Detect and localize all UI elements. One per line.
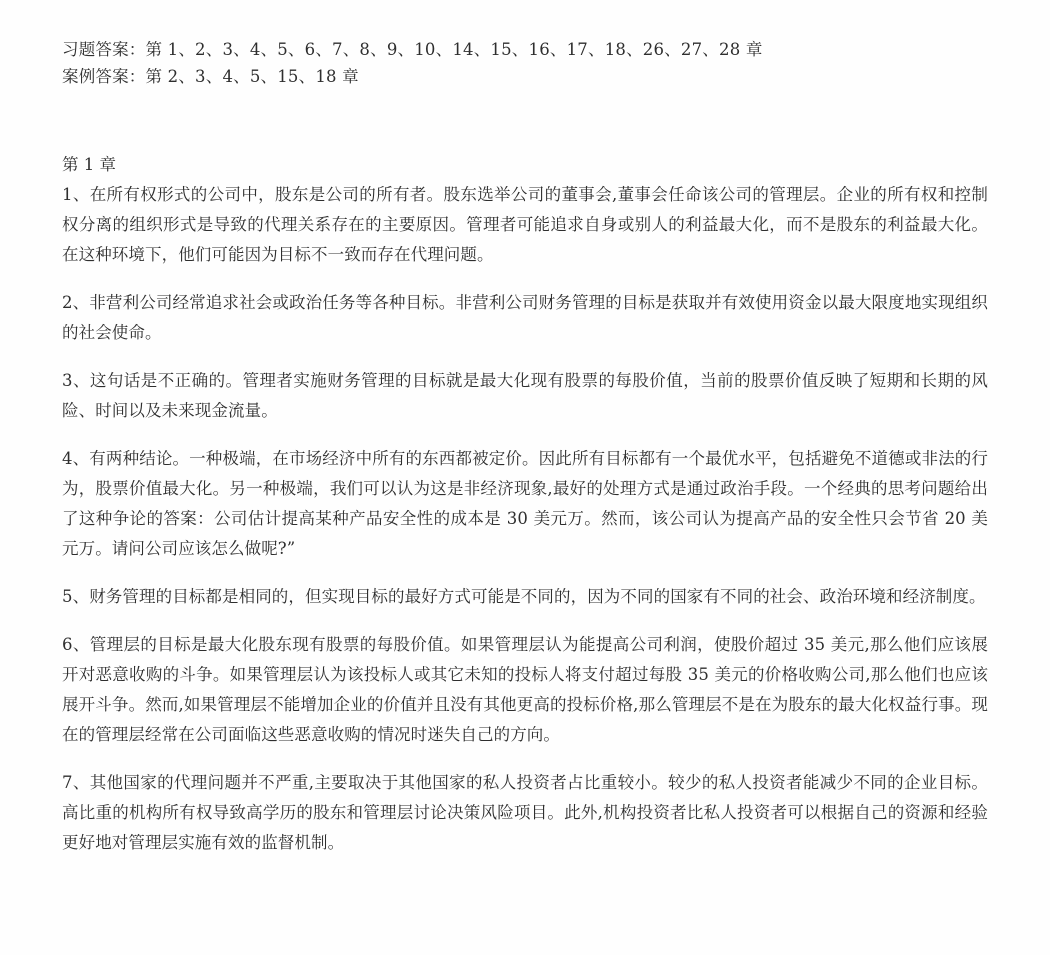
exercise-answers-line: 习题答案：第 1、2、3、4、5、6、7、8、9、10、14、15、16、17、18、26、27、28 章 — [62, 40, 763, 59]
paragraph-7: 7、其他国家的代理问题并不严重,主要取决于其他国家的私人投资者占比重较小。较少的私人投资者能减少不同的企业目标。高比重的机构所有权导致高学历的股东和管理层讨论决策风险项目。此外,机构投资者比私人投资者可以根据自己的资源和经验更好地对管理层实施有效的监督机制。 — [62, 773, 988, 852]
paragraph-6: 6、管理层的目标是最大化股东现有股票的每股价值。如果管理层认为能提高公司利润，使股价超过 35 美元,那么他们应该展开对恶意收购的斗争。如果管理层认为该投标人或其它未知的投标人将支付超过每股 35 美元的价格收购公司,那么他们也应该展开斗争。然而,如果管理层不能增加企业的价值并且没有其他更高的投标价格,那么管理层不是在为股东的最大化权益行事。现在的管理层经常在公司面临这些恶意收购的情况时迷失自己的方向。 — [62, 635, 988, 744]
paragraph-4: 4、有两种结论。一种极端，在市场经济中所有的东西都被定价。因此所有目标都有一个最优水平，包括避免不道德或非法的行为，股票价值最大化。另一种极端，我们可以认为这是非经济现象,最好的处理方式是通过政治手段。一个经典的思考问题给出了这种争论的答案：公司估计提高某种产品安全性的成本是 30 美元万。然而，该公司认为提高产品的安全性只会节省 20 美元万。请问公司应该怎么做呢?” — [62, 449, 988, 558]
answer-index-block — [62, 36, 988, 90]
paragraph-2: 2、非营利公司经常追求社会或政治任务等各种目标。非营利公司财务管理的目标是获取并有效使用资金以最大限度地实现组织的社会使命。 — [62, 293, 988, 342]
chapter-heading: 第 1 章 — [62, 155, 116, 174]
paragraph-3: 3、这句话是不正确的。管理者实施财务管理的目标就是最大化现有股票的每股价值，当前的股票价值反映了短期和长期的风险、时间以及未来现金流量。 — [62, 371, 988, 420]
paragraph-5: 5、财务管理的目标都是相同的，但实现目标的最好方式可能是不同的，因为不同的国家有不同的社会、政治环境和经济制度。 — [62, 587, 986, 606]
paragraph-1: 1、在所有权形式的公司中，股东是公司的所有者。股东选举公司的董事会,董事会任命该公司的管理层。企业的所有权和控制权分离的组织形式是导致的代理关系存在的主要原因。管理者可能追求自身或别人的利益最大化，而不是股东的利益最大化。在这种环境下，他们可能因为目标不一致而存在代理问题。 — [62, 185, 988, 264]
case-answers-line: 案例答案：第 2、3、4、5、15、18 章 — [62, 67, 359, 86]
